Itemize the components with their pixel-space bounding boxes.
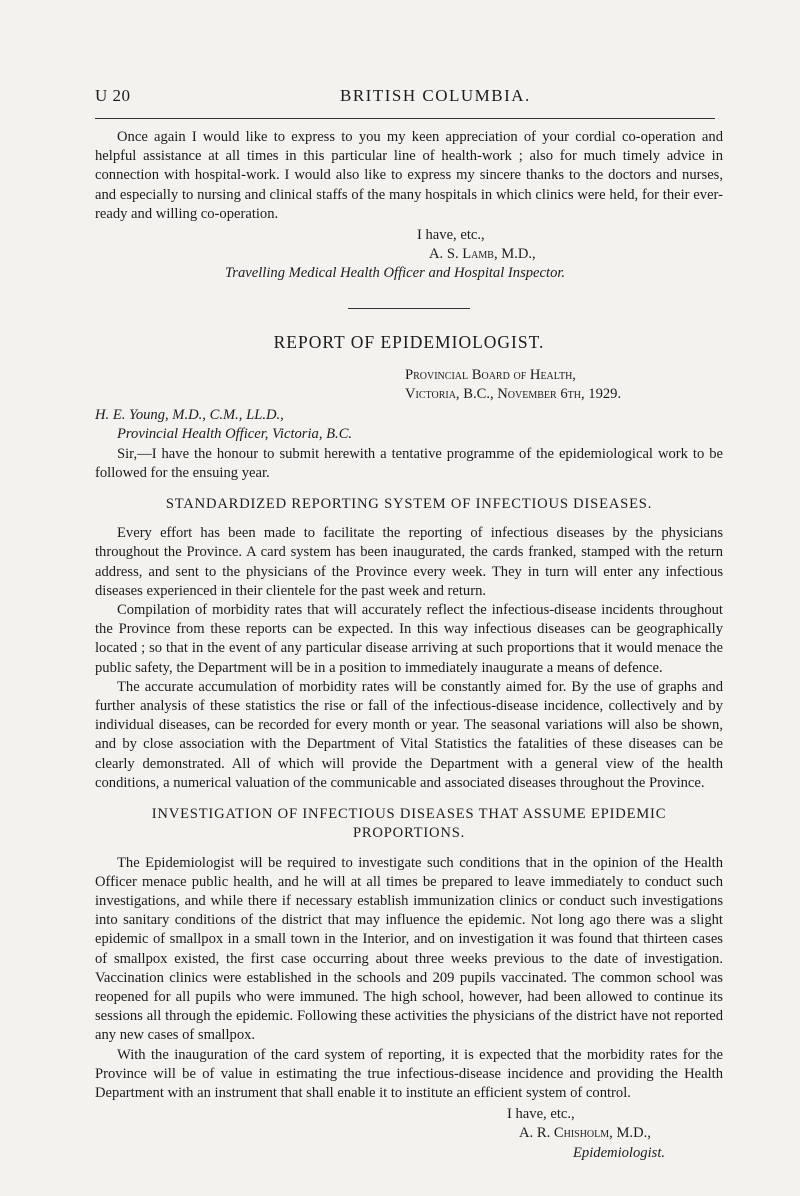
- section-2-title-line-2: PROPORTIONS.: [352, 825, 466, 842]
- section-divider: [348, 308, 470, 309]
- section-2-title-line-1: INVESTIGATION OF INFECTIOUS DISEASES THAT ASSUME EPIDEMIC: [151, 806, 667, 823]
- report-signer-title: Epidemiologist.: [573, 1144, 666, 1161]
- letter-paragraph: Once again I would like to express to you my keen appreciation of your cordial co-operation and helpful assistance at all times in this particular line of health-work ; also for much timely advice in connection with hospital-work. I would also like to express my sincere thanks to the doctors and nurses, and especially to nursing and clinical staffs of the many hospitals in which clinics were held, for their ever-ready and willing co-operation.: [95, 129, 723, 222]
- section-1-paragraph-1: Every effort has been made to facilitate the reporting of infectious diseases by the physicians throughout the Province. A card system has been inaugurated, the cards franked, stamped with the return address, and sent to the physicians of the Province every week. They in turn will enter any infectious diseases experienced in their clientele for the past week and return.: [95, 525, 723, 599]
- addressee: [95, 406, 723, 444]
- address-line-2: Victoria, B.C., November 6th, 1929.: [405, 386, 622, 403]
- letter-signer: A. S. Lamb, M.D.,: [429, 246, 536, 263]
- letter-signer-title: Travelling Medical Health Officer and Hospital Inspector.: [225, 265, 566, 282]
- running-title: BRITISH COLUMBIA.: [340, 86, 531, 105]
- section-1-paragraph-2: Compilation of morbidity rates that will accurately reflect the infectious-disease incidents throughout the Province from these reports can be expected. In this way infectious diseases can be geographically located ; so that in the event of any particular disease arriving at such proportions that it would menace the public safety, the Department will be in a position to immediately inaugurate a means of defence.: [95, 602, 723, 676]
- letter-signature: [95, 226, 723, 284]
- page-header: [95, 86, 715, 108]
- salutation-paragraph: Sir,—I have the honour to submit herewith a tentative programme of the epidemiological work to be followed for the ensuing year.: [95, 445, 723, 481]
- section-2-paragraph-2: With the inauguration of the card system of reporting, it is expected that the morbidity rates for the Province will be of value in estimating the true infectious-disease incidence and providing the Health Department with an instrument that shall enable it to institute an efficient system of control.: [95, 1046, 723, 1101]
- address-line-1: Provincial Board of Health,: [405, 366, 576, 383]
- report-title: REPORT OF EPIDEMIOLOGIST.: [273, 331, 545, 352]
- page-content: [95, 128, 723, 1163]
- report-signature: [95, 1105, 723, 1163]
- section-1-paragraph-3: The accurate accumulation of morbidity rates will be constantly aimed for. By the use of graphs and further analysis of these statistics the rise or fall of the infectious-disease incidence, collectively and by individual diseases, can be recorded for every month or year. The seasonal variations will also be shown, and by close association with the Department of Vital Statistics the fatalities of these diseases can be clearly demonstrated. All of which will provide the Department with a general view of the health conditions, a numerical valuation of the communicable and associated diseases throughout the Province.: [95, 678, 723, 791]
- addressee-line-1: H. E. Young, M.D., C.M., LL.D.,: [95, 407, 284, 424]
- report-closing: I have, etc.,: [507, 1106, 575, 1123]
- report-address: [95, 366, 723, 404]
- report-signer: A. R. Chisholm, M.D.,: [519, 1125, 651, 1142]
- section-1-title: STANDARDIZED REPORTING SYSTEM OF INFECTIOUS DISEASES.: [165, 496, 653, 513]
- section-2-title: [95, 805, 723, 843]
- letter-closing: I have, etc.,: [417, 227, 485, 244]
- header-rule: [95, 118, 715, 119]
- addressee-line-2: Provincial Health Officer, Victoria, B.C.: [117, 426, 353, 443]
- section-2-paragraph-1: The Epidemiologist will be required to investigate such conditions that in the opinion of the Health Officer menace public health, and he will at all times be prepared to leave immediately to conduct such investigations, and while there if necessary establish immunization clinics or conduct such investigations into sanitary conditions of the district that may influence the epidemic. Not long ago there was a slight epidemic of smallpox in a small town in the Interior, and on investigation it was found that thirteen cases of smallpox existed, the first case occurring about three weeks previous to the date of investigation. Vaccination clinics were established in the schools and 209 pupils vaccinated. The common school was reopened for all pupils who were immuned. The high school, however, had been allowed to continue its sessions all through the epidemic. Following these activities the physicians of the district have not reported any new cases of smallpox.: [95, 854, 723, 1044]
- page-number: U 20: [95, 86, 131, 105]
